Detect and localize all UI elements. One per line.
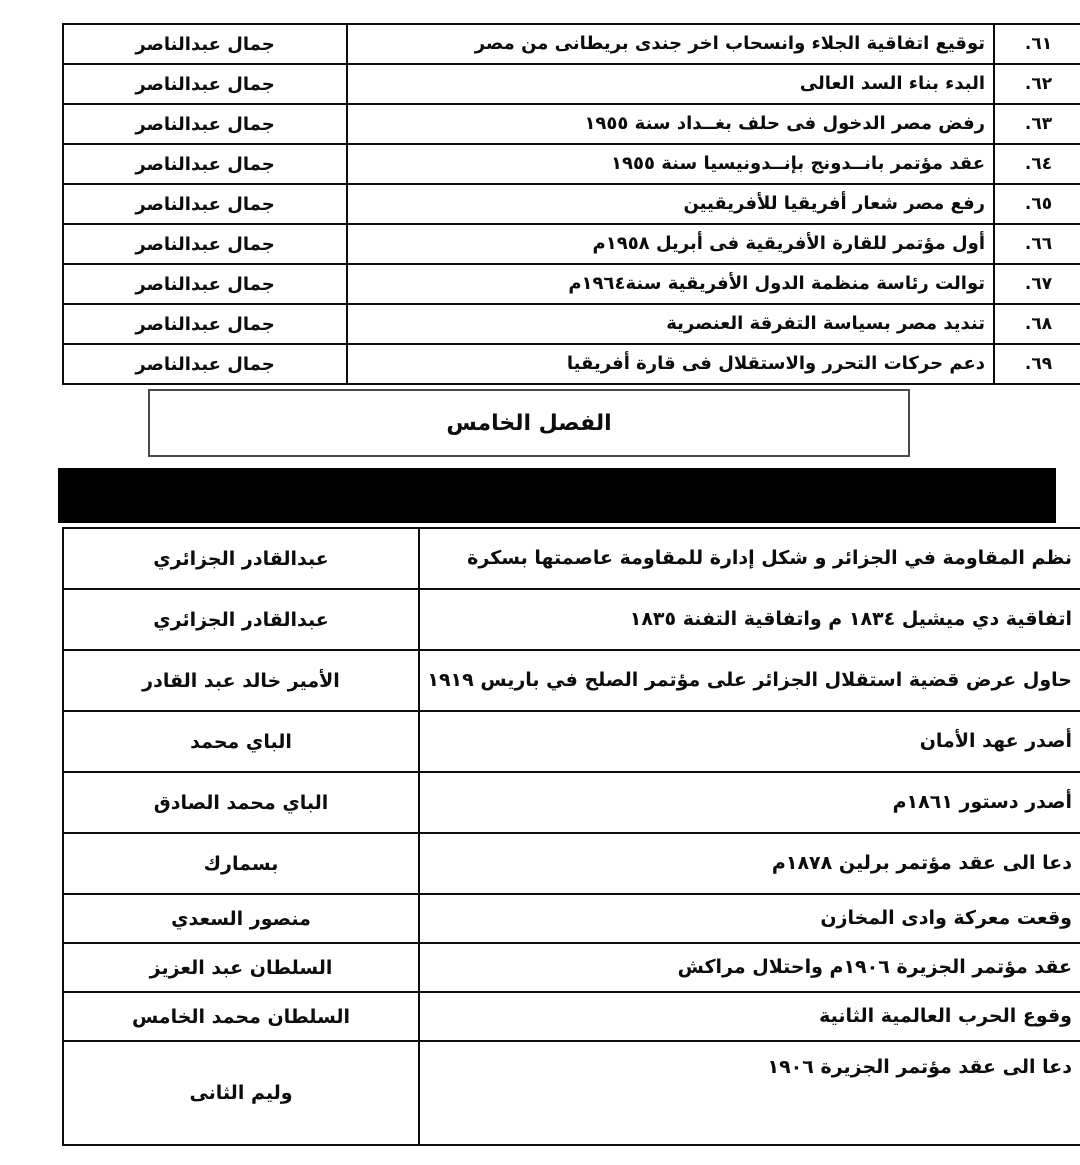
row-number: ٦٥. xyxy=(994,184,1080,224)
row-number: ٦٤. xyxy=(994,144,1080,184)
event-cell: عقد مؤتمر الجزيرة ١٩٠٦م واحتلال مراكش xyxy=(419,943,1080,992)
table-row xyxy=(63,304,1080,344)
person-cell: الباي محمد الصادق xyxy=(63,772,419,833)
chapter-five-table xyxy=(62,527,1080,1146)
event-cell: أصدر عهد الأمان xyxy=(419,711,1080,772)
row-number: ٦٢. xyxy=(994,64,1080,104)
person-cell: بسمارك xyxy=(63,833,419,894)
event-cell: وقعت معركة وادى المخازن xyxy=(419,894,1080,943)
event-cell: البدء بناء السد العالى xyxy=(347,64,994,104)
table-row xyxy=(63,943,1080,992)
table-row xyxy=(63,650,1080,711)
person-cell: جمال عبدالناصر xyxy=(63,64,347,104)
person-cell: جمال عبدالناصر xyxy=(63,304,347,344)
person-cell: الأمير خالد عبد القادر xyxy=(63,650,419,711)
event-cell: رفع مصر شعار أفريقيا للأفريقيين xyxy=(347,184,994,224)
table-row xyxy=(63,772,1080,833)
chapter-heading-box xyxy=(148,389,910,457)
person-cell: السلطان عبد العزيز xyxy=(63,943,419,992)
table-row xyxy=(63,992,1080,1041)
table-row xyxy=(63,1041,1080,1145)
table-row xyxy=(63,833,1080,894)
event-cell: دعم حركات التحرر والاستقلال فى قارة أفريقيا xyxy=(347,344,994,384)
row-number: ٦٦. xyxy=(994,224,1080,264)
event-cell: وقوع الحرب العالمية الثانية xyxy=(419,992,1080,1041)
person-cell: جمال عبدالناصر xyxy=(63,264,347,304)
table-row xyxy=(63,144,1080,184)
event-cell: رفض مصر الدخول فى حلف بغــداد سنة ١٩٥٥ xyxy=(347,104,994,144)
event-cell: أصدر دستور ١٨٦١م xyxy=(419,772,1080,833)
person-cell: السلطان محمد الخامس xyxy=(63,992,419,1041)
person-cell: جمال عبدالناصر xyxy=(63,104,347,144)
redacted-black-bar xyxy=(58,468,1056,523)
person-cell: جمال عبدالناصر xyxy=(63,184,347,224)
table-row xyxy=(63,344,1080,384)
person-cell: جمال عبدالناصر xyxy=(63,224,347,264)
row-number: ٦٣. xyxy=(994,104,1080,144)
event-cell: اتفاقية دي ميشيل ١٨٣٤ م واتفاقية التفنة ١٨٣٥ xyxy=(419,589,1080,650)
table-row xyxy=(63,24,1080,64)
events-table-61-69 xyxy=(62,23,1080,385)
event-cell: دعا الى عقد مؤتمر برلين ١٨٧٨م xyxy=(419,833,1080,894)
person-cell: عبدالقادر الجزائري xyxy=(63,528,419,589)
table-row xyxy=(63,64,1080,104)
event-cell: نظم المقاومة في الجزائر و شكل إدارة للمقاومة عاصمتها بسكرة xyxy=(419,528,1080,589)
row-number: ٦٩. xyxy=(994,344,1080,384)
person-cell: جمال عبدالناصر xyxy=(63,344,347,384)
event-cell: عقد مؤتمر بانــدونج بإنــدونيسيا سنة ١٩٥٥ xyxy=(347,144,994,184)
event-cell: تنديد مصر بسياسة التفرقة العنصرية xyxy=(347,304,994,344)
person-cell: الباي محمد xyxy=(63,711,419,772)
event-cell: أول مؤتمر للقارة الأفريقية فى أبريل ١٩٥٨م xyxy=(347,224,994,264)
row-number: ٦١. xyxy=(994,24,1080,64)
chapter-title: الفصل الخامس xyxy=(446,410,612,436)
person-cell: منصور السعدي xyxy=(63,894,419,943)
row-number: ٦٨. xyxy=(994,304,1080,344)
table-row xyxy=(63,894,1080,943)
table-row xyxy=(63,528,1080,589)
row-number: ٦٧. xyxy=(994,264,1080,304)
person-cell: عبدالقادر الجزائري xyxy=(63,589,419,650)
table-row xyxy=(63,184,1080,224)
person-cell: جمال عبدالناصر xyxy=(63,24,347,64)
table-row xyxy=(63,104,1080,144)
event-cell: توالت رئاسة منظمة الدول الأفريقية سنة١٩٦٤م xyxy=(347,264,994,304)
event-cell: حاول عرض قضية استقلال الجزائر على مؤتمر الصلح في باريس ١٩١٩ xyxy=(419,650,1080,711)
table-row xyxy=(63,264,1080,304)
event-cell: دعا الى عقد مؤتمر الجزيرة ١٩٠٦ xyxy=(419,1041,1080,1145)
table-row xyxy=(63,711,1080,772)
person-cell: وليم الثانى xyxy=(63,1041,419,1145)
table-row xyxy=(63,589,1080,650)
event-cell: توقيع اتفاقية الجلاء وانسحاب اخر جندى بريطانى من مصر xyxy=(347,24,994,64)
table-row xyxy=(63,224,1080,264)
person-cell: جمال عبدالناصر xyxy=(63,144,347,184)
